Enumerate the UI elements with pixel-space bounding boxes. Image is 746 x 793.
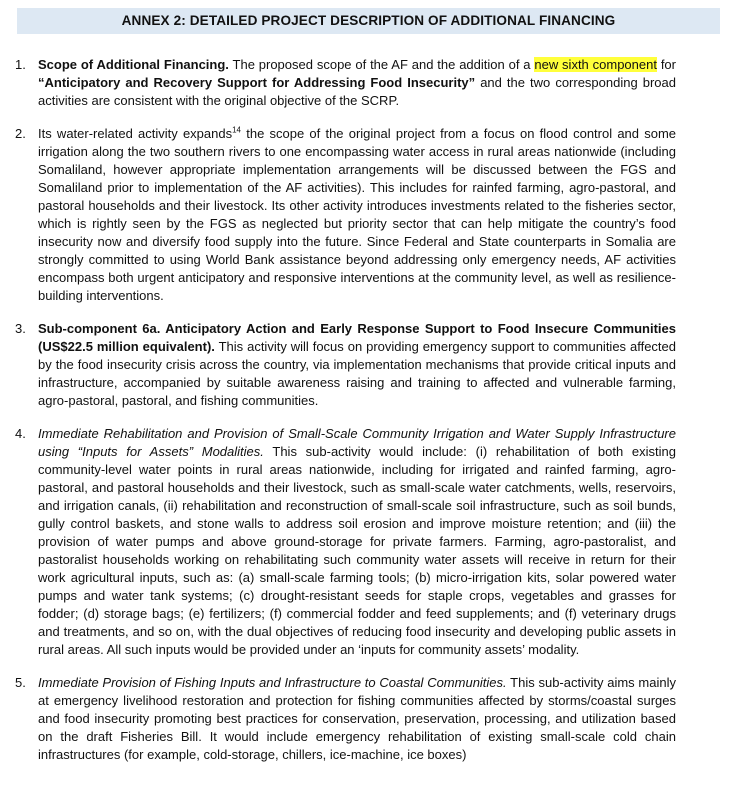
numbered-list bbox=[0, 56, 746, 779]
list-item-3 bbox=[0, 320, 746, 410]
item-text: This sub-activity would include: (i) rehabilitation of both existing community-level water points in rural areas nationwide, including for irrigated and rainfed farming, agro-pastoral, and pastoral households and their livestock, such as small-scale water catchments, wells, reservoirs, and irrigation canals, (ii) rehabilitation and reconstruction of small-scale soil infrastructure, such as soil bunds, gully control baskets, and stone walls to address soil erosion and improve moisture retention; and (iii) the provision of water pumps and above ground-storage for private farmers. Farming, agro-pastoralist, and pastoralist households working on rehabilitating such community water assets will receive in return for their work agricultural inputs, such as: (a) small-scale farming tools; (b) micro-irrigation kits, solar powered water pumps and water tank systems; (c) drought-resistant seeds for staple crops, vegetables and grasses for fodder; (d) storage bags; (e) fertilizers; (f) commercial fodder and feed supplements; and (f) veterinary drugs and treatments, and so on, with the dual objectives of reducing food insecurity and developing public assets in rural areas. All such inputs would be provided under an ‘inputs for community assets’ modality. bbox=[38, 444, 677, 657]
item-paragraph bbox=[38, 125, 676, 305]
item-lead: Sub-component 6a. Anticipatory Action and Early Response Support to Food Insecure Communities (US$22.5 million equivalent). bbox=[38, 321, 676, 354]
list-item-2 bbox=[0, 125, 746, 305]
item-number: 5. bbox=[15, 675, 26, 690]
item-text: This sub-activity aims mainly at emergency livelihood restoration and protection for fishing communities affected by storms/coastal surges and food insecurity promoting best practices for conservation, preservation, processing, and utilization based on the draft Fisheries Bill. It would include emergency rehabilitation of existing small-scale cold chain infrastructures (for example, cold-storage, chillers, ice-machine, ice boxes) bbox=[38, 675, 676, 762]
item-text: the scope of the original project from a focus on flood control and some irrigation along the two southern rivers to one encompassing water access in rural areas nationwide (including Somaliland, however appropriate implementation arrangements will be discussed between the FGS and Somaliland prior to implementation of the AF activities). This includes for rainfed farming, agro-pastoral, and pastoral households and their livestock. Its other activity introduces investments related to the fisheries sector, which is rightly seen by the FGS as neglected but priority sector that can help mitigate the country’s food insecurity now and diversify food supply into the future. Since Federal and State counterparts in Somalia are strongly committed to using World Bank assistance beyond addressing only emergency needs, AF activities encompass both urgent anticipatory and responsive interventions at the community level, as well as resilience-building interventions. bbox=[38, 126, 677, 303]
item-lead: Immediate Rehabilitation and Provision of Small-Scale Community Irrigation and Water Supply Infrastructure using “Inputs for Assets” Modalities. bbox=[38, 426, 676, 459]
item-paragraph bbox=[38, 674, 676, 764]
list-item-4 bbox=[0, 425, 746, 659]
list-item-5 bbox=[0, 674, 746, 764]
item-number: 2. bbox=[15, 126, 26, 141]
list-item-1 bbox=[0, 56, 746, 110]
item-text: for bbox=[656, 57, 676, 72]
item-text: The proposed scope of the AF and the addition of a bbox=[228, 57, 535, 72]
footnote-reference: 14 bbox=[232, 125, 242, 135]
item-number: 3. bbox=[15, 321, 26, 336]
component-name: “Anticipatory and Recovery Support for Addressing Food Insecurity” bbox=[38, 75, 476, 90]
highlighted-text: new sixth component bbox=[534, 57, 657, 72]
item-text: Its water-related activity expands bbox=[38, 126, 233, 141]
item-number: 4. bbox=[15, 426, 26, 441]
item-text: and the two corresponding broad activities are consistent with the original objective of the SCRP. bbox=[38, 75, 676, 108]
item-paragraph bbox=[38, 56, 676, 110]
item-paragraph bbox=[38, 320, 676, 410]
item-number: 1. bbox=[15, 57, 26, 72]
item-paragraph bbox=[38, 425, 676, 659]
item-lead: Immediate Provision of Fishing Inputs and Infrastructure to Coastal Communities. bbox=[38, 675, 507, 690]
item-text: This activity will focus on providing emergency support to communities affected by the food insecurity crisis across the country, via implementation mechanisms that provide critical inputs and infrastructure, accompanied by suitable awareness raising and training to affected and vulnerable farming, agro-pastoral, pastoral, and fishing communities. bbox=[38, 339, 676, 408]
item-lead: Scope of Additional Financing. bbox=[38, 57, 229, 72]
annex-title: ANNEX 2: DETAILED PROJECT DESCRIPTION OF ADDITIONAL FINANCING bbox=[17, 8, 720, 34]
